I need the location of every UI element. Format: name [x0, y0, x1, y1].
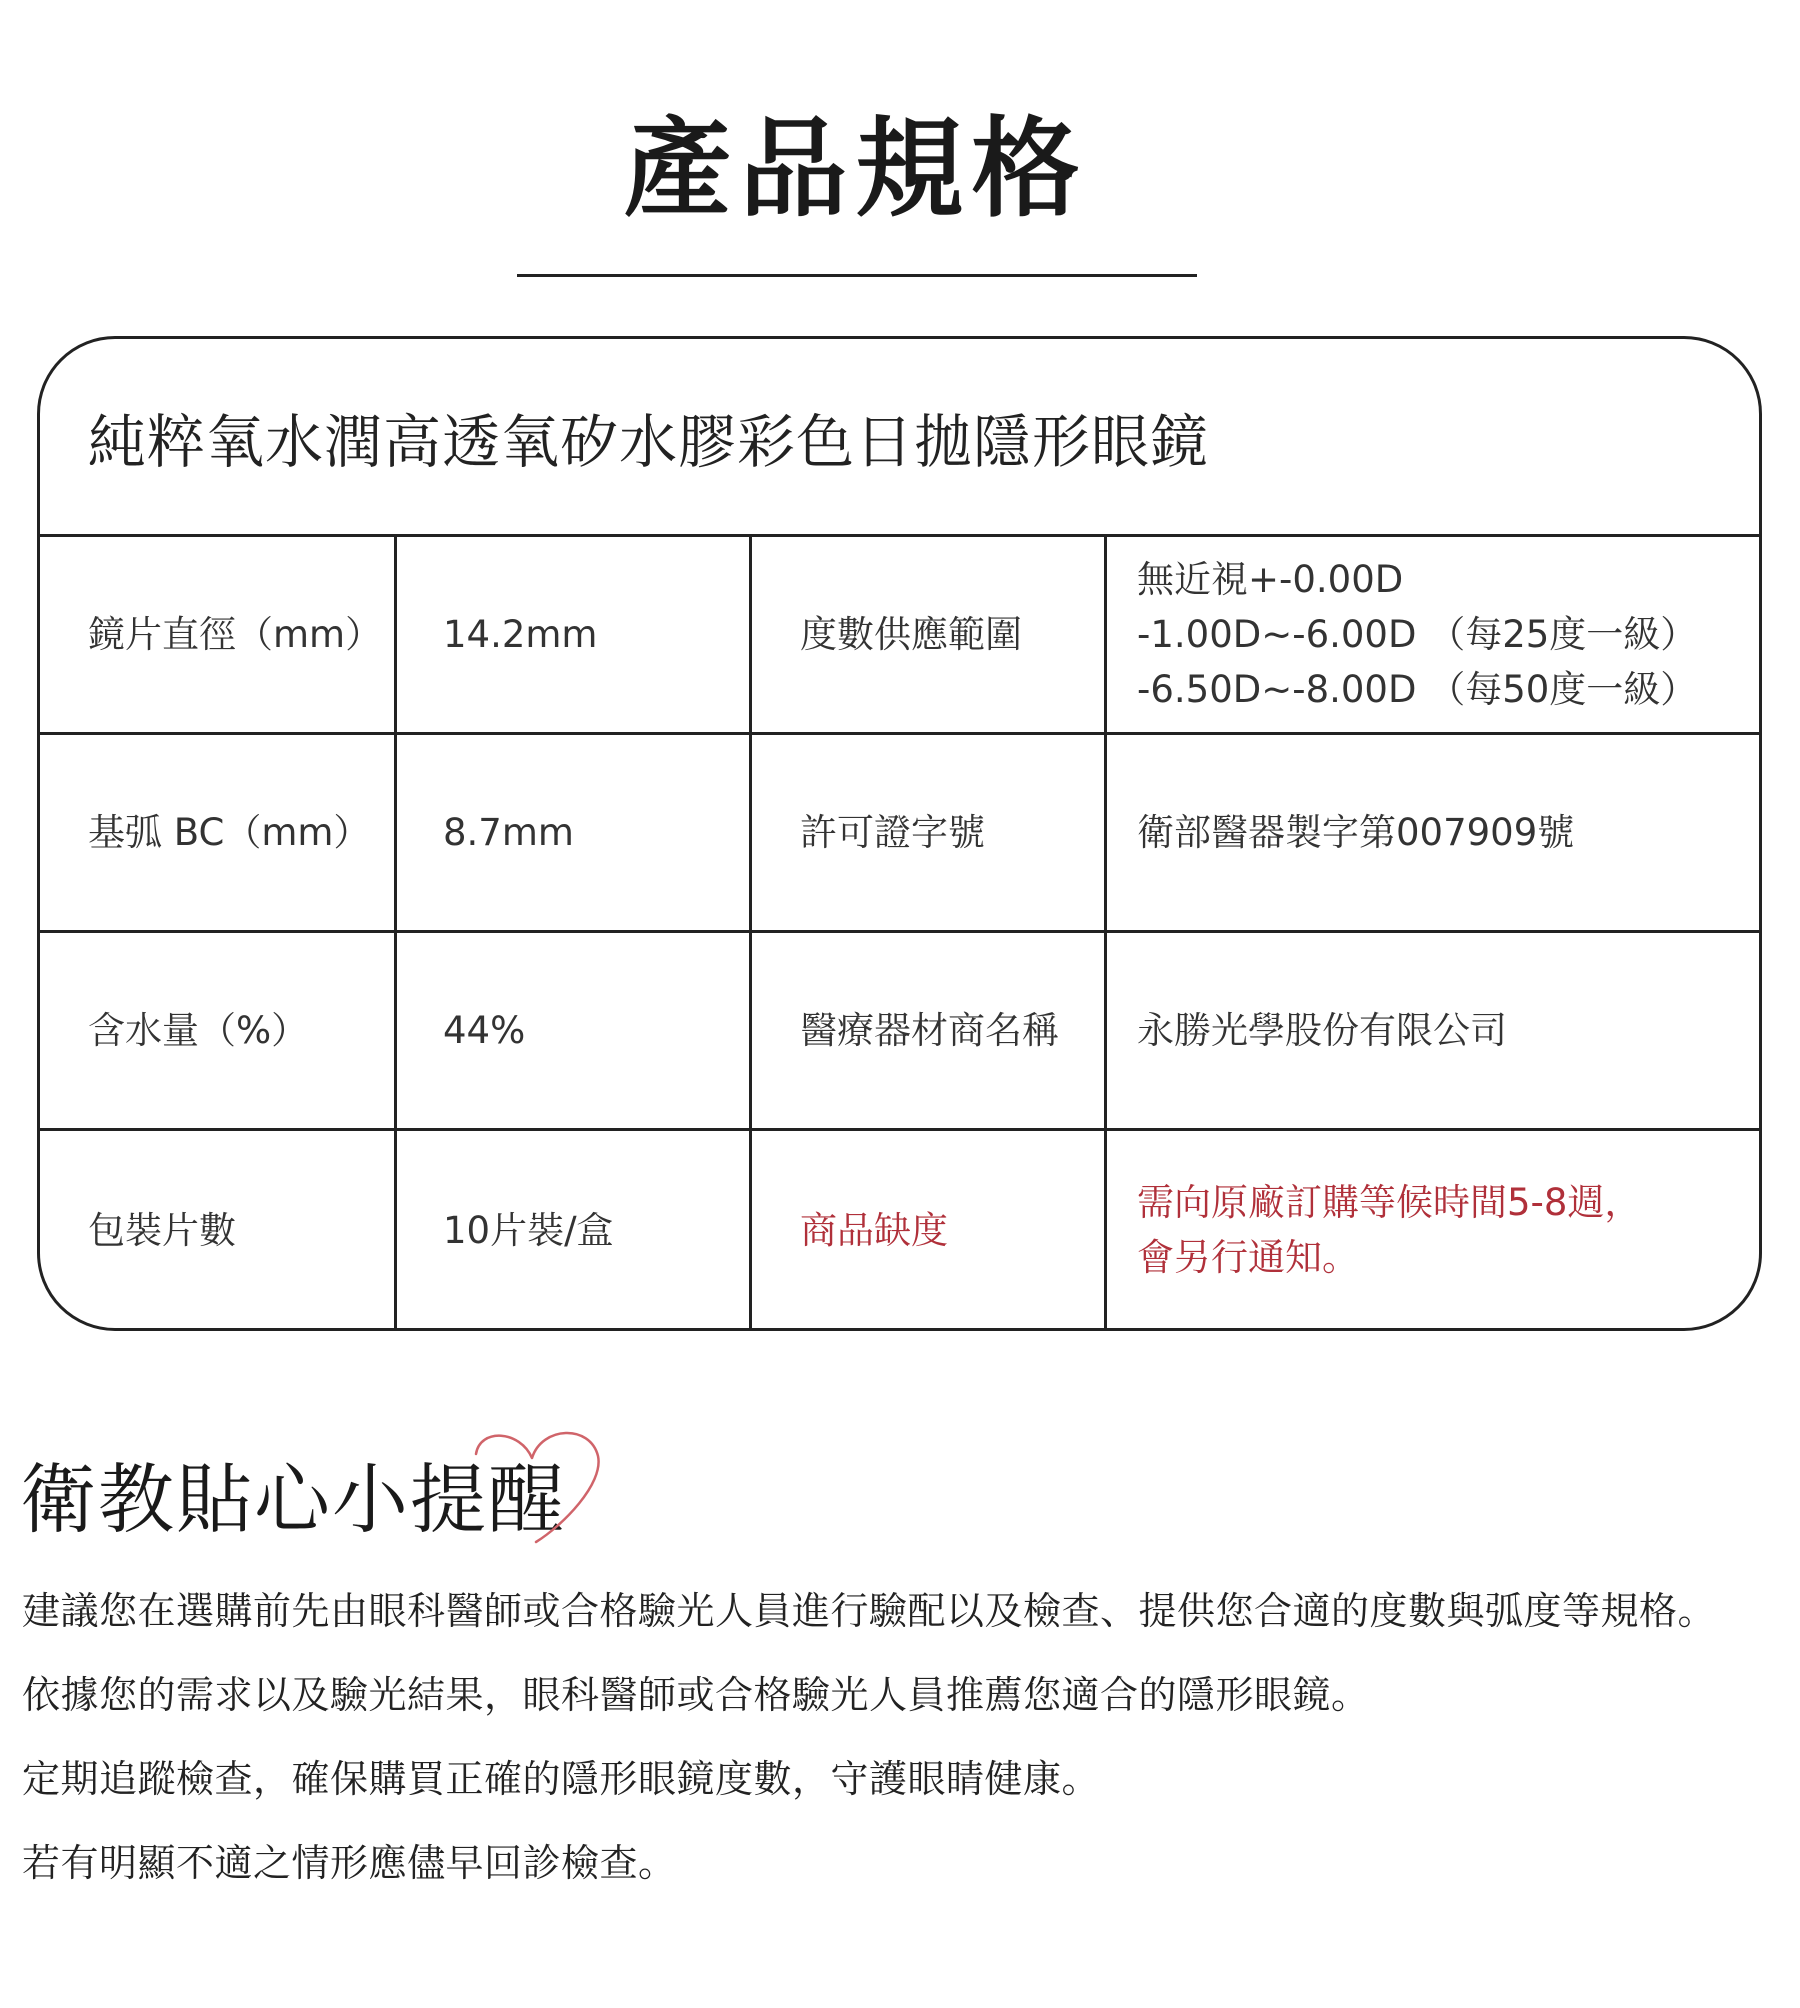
spec-value-multiline — [1107, 933, 1759, 1128]
tip-item: 定期追蹤檢查，確保購買正確的隱形眼鏡度數，守護眼睛健康。 — [22, 1757, 1101, 1801]
spec-label: 包裝片數 — [40, 1131, 397, 1329]
spec-value-line: -1.00D~-6.00D （每25度一級） — [1137, 613, 1698, 656]
spec-value-warning — [1107, 1131, 1759, 1329]
spec-label: 含水量（%） — [40, 933, 397, 1128]
page-title: 產品規格 — [623, 107, 1088, 232]
title-divider — [517, 274, 1197, 277]
spec-value-line: 需向原廠訂購等候時間5-8週， — [1137, 1181, 1642, 1224]
spec-row-water-content — [40, 933, 1759, 1131]
spec-value: 8.7mm — [397, 735, 752, 930]
tips-title: 衛教貼心小提醒 — [20, 1455, 566, 1544]
tip-item: 建議您在選購前先由眼科醫師或合格驗光人員進行驗配以及檢查、提供您合適的度數與弧度等規格。 — [22, 1589, 1717, 1633]
spec-row-base-curve — [40, 735, 1759, 933]
spec-value-line: 衛部醫器製字第007909號 — [1137, 811, 1575, 854]
spec-label: 度數供應範圍 — [752, 537, 1107, 732]
tip-item: 依據您的需求以及驗光結果，眼科醫師或合格驗光人員推薦您適合的隱形眼鏡。 — [22, 1673, 1370, 1717]
tip-item: 若有明顯不適之情形應儘早回診檢查。 — [22, 1841, 677, 1885]
spec-value-line: 會另行通知。 — [1137, 1236, 1359, 1279]
spec-value: 10片裝/盒 — [397, 1131, 752, 1329]
spec-label-warning: 商品缺度 — [752, 1131, 1107, 1329]
spec-label: 鏡片直徑（mm） — [40, 537, 397, 732]
spec-value-line: -6.50D~-8.00D （每50度一級） — [1137, 668, 1698, 711]
spec-value-multiline — [1107, 735, 1759, 930]
spec-label: 醫療器材商名稱 — [752, 933, 1107, 1128]
product-name: 純粹氧水潤高透氧矽水膠彩色日拋隱形眼鏡 — [40, 339, 1759, 537]
spec-row-package — [40, 1131, 1759, 1329]
spec-label: 基弧 BC（mm） — [40, 735, 397, 930]
spec-value-line: 永勝光學股份有限公司 — [1137, 1009, 1507, 1052]
spec-value-line: 無近視+-0.00D — [1137, 558, 1404, 601]
heart-outline-icon — [470, 1420, 610, 1550]
spec-row-diameter — [40, 537, 1759, 735]
spec-value: 44% — [397, 933, 752, 1128]
spec-table — [37, 336, 1762, 1331]
spec-value: 14.2mm — [397, 537, 752, 732]
spec-label: 許可證字號 — [752, 735, 1107, 930]
spec-value-multiline — [1107, 537, 1759, 732]
